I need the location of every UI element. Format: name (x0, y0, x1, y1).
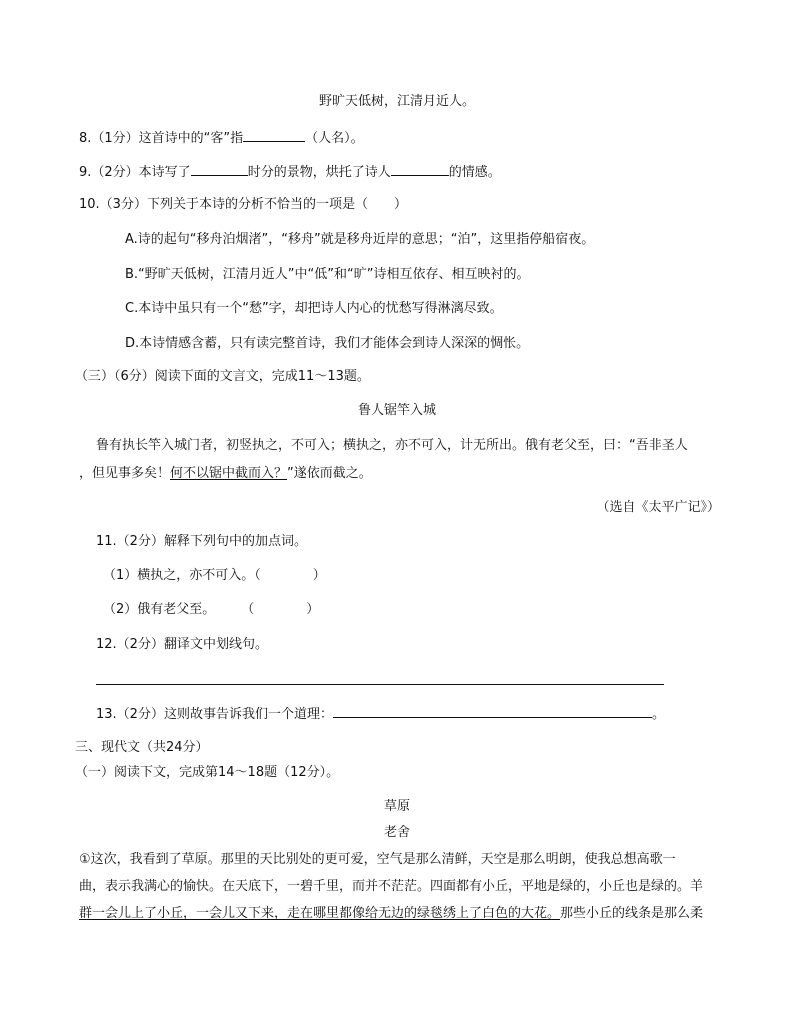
classical-source: （选自《太平广记》） (596, 500, 720, 515)
question-9-stem: 9.（2分）本诗写了 (79, 165, 191, 180)
modern-author: 老舍 (383, 825, 410, 840)
question-13 (96, 704, 665, 724)
question-11-item-2: （2）俄有老父至。 （ ） (103, 602, 320, 617)
question-8-tail: （人名）。 (305, 131, 364, 146)
classical-title: 鲁人锯竿入城 (357, 403, 436, 418)
poem-line: 野旷天低树，江清月近人。 (318, 94, 475, 109)
question-9 (79, 162, 501, 182)
option-b[interactable]: B.“野旷天低树，江清月近人”中“低”和“旷”诗相互依存、相互映衬的。 (125, 267, 530, 282)
answer-line-12[interactable] (96, 684, 664, 685)
section-3-header: （三）（6分）阅读下面的文言文，完成11～13题。 (75, 369, 370, 384)
answer-blank-13[interactable] (333, 704, 652, 718)
question-8 (79, 128, 364, 148)
question-12-stem: 12.（2分）翻译文中划线句。 (96, 637, 268, 652)
option-a[interactable]: A.诗的起句“移舟泊烟渚”，“移舟”就是移舟近岸的意思；“泊”，这里指停船宿夜。 (125, 232, 595, 247)
option-d[interactable]: D.本诗情感含蓄，只有读完整首诗，我们才能体会到诗人深深的惆怅。 (125, 336, 530, 351)
question-13-stem: 13.（2分）这则故事告诉我们一个道理： (96, 707, 333, 722)
option-c[interactable]: C.本诗中虽只有一个“愁”字，却把诗人内心的忧愁写得淋漓尽致。 (125, 301, 503, 316)
question-11-item-1: （1）横执之，亦不可入。（ ） (103, 568, 326, 583)
classical-text-line-1: 鲁有执长竿入城门者，初竖执之，不可入；横执之，亦不可入，计无所出。俄有老父至，曰：“吾非圣人 (96, 438, 688, 453)
modern-line-3-post: 那些小丘的线条是那么柔 (560, 906, 704, 921)
question-13-tail: 。 (651, 707, 665, 722)
classical-line-2-pre: ，但见事多矣！ (79, 466, 171, 481)
underlined-sentence: 何不以锯中截而入？ (170, 466, 288, 481)
modern-title: 草原 (383, 799, 410, 814)
classical-text-line-2 (79, 465, 372, 483)
part-3-header: 三、现代文（共24分） (75, 740, 209, 755)
question-9-tail: 的情感。 (448, 165, 501, 180)
question-10-stem: 10.（3分）下列关于本诗的分析不恰当的一项是（ ） (79, 197, 407, 212)
question-11-stem: 11.（2分）解释下列句中的加点词。 (96, 534, 307, 549)
answer-blank-9b[interactable] (391, 162, 449, 176)
classical-line-2-post: ”遂依而截之。 (287, 466, 372, 481)
modern-text-line-3 (79, 905, 703, 923)
answer-blank-8[interactable] (243, 128, 305, 142)
question-8-stem: 8.（1分）这首诗中的“客”指 (79, 131, 244, 146)
answer-blank-9a[interactable] (191, 162, 248, 176)
modern-text-line-2: 曲，表示我满心的愉快。在天底下，一碧千里，而并不茫茫。四面都有小丘，平地是绿的，小丘也是绿的。羊 (79, 879, 704, 894)
part-3-subheader: （一）阅读下文，完成第14～18题（12分）。 (75, 765, 340, 780)
modern-underlined-sentence: 群一会儿上了小丘，一会儿又下来，走在哪里都像给无边的绿毯绣上了白色的大花。 (79, 906, 561, 921)
modern-text-line-1: ①这次，我看到了草原。那里的天比别处的更可爱，空气是那么清鲜，天空是那么明朗，使我总想高歌一 (79, 852, 676, 867)
question-9-mid: 时分的景物，烘托了诗人 (247, 165, 391, 180)
